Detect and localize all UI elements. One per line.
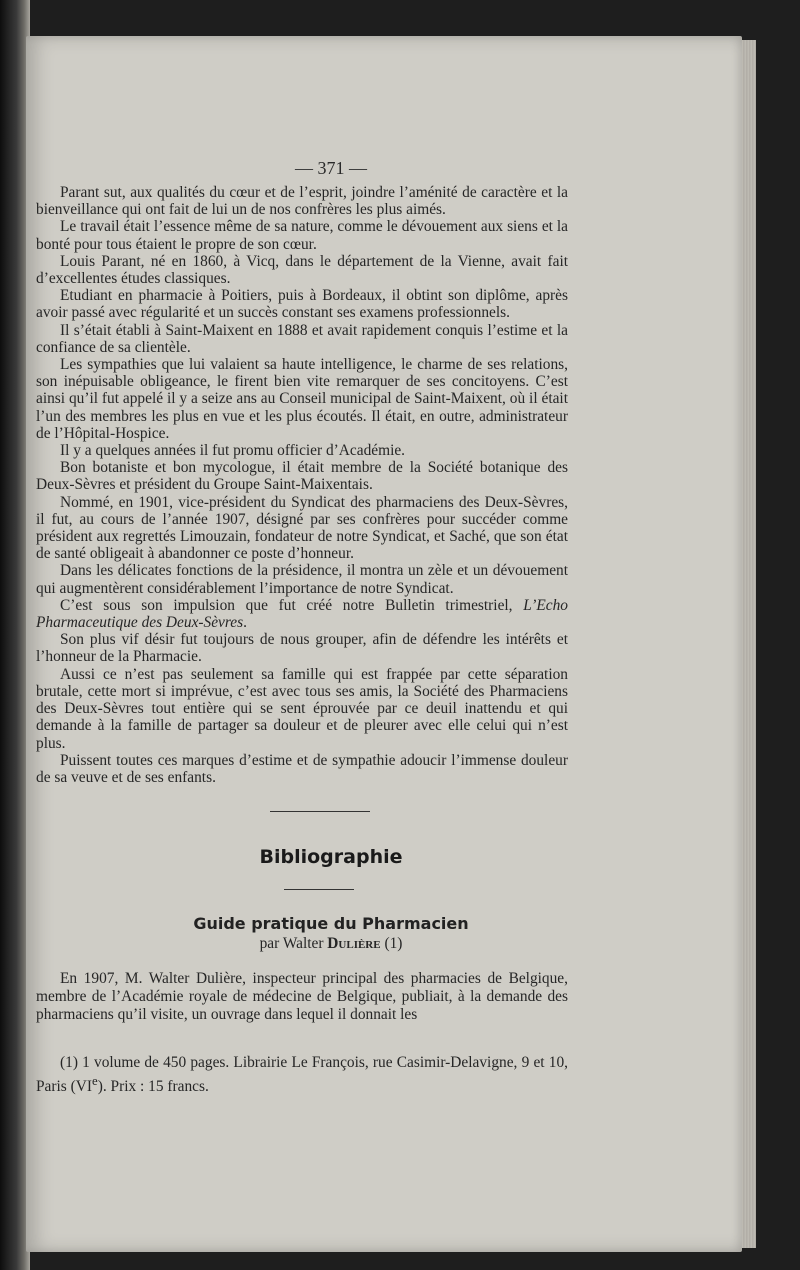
section-heading: Bibliographie: [259, 846, 403, 868]
paragraph: Dans les délicates fonctions de la présidence, il montra un zèle et un dévouement qui augmentèrent considérablement l’importance de notre Syndicat.: [36, 562, 568, 597]
author-prefix: par Walter: [259, 935, 328, 952]
paragraph: Louis Parant, né en 1860, à Vicq, dans le département de la Vienne, avait fait d’excellentes études classiques.: [36, 252, 568, 288]
author-name: Dulière: [327, 935, 381, 952]
paragraph: Etudiant en pharmacie à Poitiers, puis à Bordeaux, il obtint son diplôme, après avoir passé avec régularité et un succès constant ses examens professionnels.: [36, 287, 568, 322]
review-text: [36, 970, 568, 1023]
footnote-superscript: e: [92, 1074, 98, 1088]
section-divider: [270, 811, 370, 812]
paragraph: Bon botaniste et bon mycologue, il était membre de la Société botanique des Deux-Sèvres et président du Groupe Saint-Maixentais.: [36, 459, 568, 494]
paragraph: Parant sut, aux qualités du cœur et de l’esprit, joindre l’aménité de caractère et la bienveillance qui ont fait de lui un de nos confrères les plus aimés.: [36, 184, 568, 219]
footnote: [36, 1054, 568, 1096]
paragraph: Les sympathies que lui valaient sa haute intelligence, le charme de ses relations, son inépuisable obligeance, le firent bien vite remarquer de ses concitoyens. C’est ainsi qu’il fut appelé il y a seize ans au Conseil municipal de Saint-Maixent, où il était l’un des membres les plus en vue et les plus écoutés. Il était, en outre, administrateur de l’Hôpital-Hospice.: [36, 356, 568, 442]
footnote-text-before: (1) 1 volume de 450 pages. Librairie Le François, rue Casimir-Delavigne, 9 et 10, Paris (VI: [36, 1054, 568, 1096]
obituary-text: [36, 184, 568, 786]
article-author: [26, 935, 636, 953]
paragraph: Il s’était établi à Saint-Maixent en 1888 et avait rapidement conquis l’estime et la confiance de sa clientèle.: [36, 321, 568, 356]
footnote-text-after: ). Prix : 15 francs.: [97, 1078, 209, 1096]
paragraph-bulletin: [36, 597, 568, 631]
paragraph: Puissent toutes ces marques d’estime et de sympathie adoucir l’immense douleur de sa veuve et de ses enfants.: [36, 751, 568, 786]
footnote-text: [36, 1054, 568, 1096]
page-number: — 371 —: [295, 158, 367, 178]
paragraph: Il y a quelques années il fut promu officier d’Académie.: [60, 442, 406, 460]
heading-underline: [284, 889, 354, 890]
paragraph: Son plus vif désir fut toujours de nous grouper, afin de défendre les intérêts et l’honneur de la Pharmacie.: [36, 631, 568, 666]
paragraph: Nommé, en 1901, vice-président du Syndicat des pharmaciens des Deux-Sèvres, il fut, au cours de l’année 1907, désigné par ses confrères pour succéder comme président aux regrettés Limouzain, fondateur de notre Syndicat, et Saché, que son état de santé obligeait à abandonner ce poste d’honneur.: [36, 493, 568, 563]
bulletin-text-after: .: [243, 614, 247, 632]
article-title: Guide pratique du Pharmacien: [193, 914, 469, 933]
paragraph: En 1907, M. Walter Dulière, inspecteur principal des pharmacies de Belgique, membre de l’Académie royale de médecine de Belgique, publiait, à la demande des pharmaciens qu’il visite, un ouvrage dans lequel il donnait les: [36, 970, 568, 1023]
bulletin-text-before: C’est sous son impulsion que fut créé notre Bulletin trimestriel,: [60, 596, 524, 614]
page-stack-edge: [742, 40, 756, 1248]
footnote-reference: (1): [380, 935, 403, 952]
bulletin-title: L’Echo Pharmaceutique des Deux-Sèvres: [36, 596, 568, 632]
paragraph: Aussi ce n’est pas seulement sa famille qui est frappée par cette séparation brutale, cette mort si imprévue, c’est avec tous ses amis, la Société des Pharmaciens des Deux-Sèvres tout entière qui se sent éprouvée par ce deuil inattendu et qui demande à la famille de partager sa douleur et de pleurer avec elle celui qui n’est plus.: [36, 665, 568, 752]
paragraph: Le travail était l’essence même de sa nature, comme le dévouement aux siens et la bonté pour tous étaient le propre de son cœur.: [36, 218, 568, 253]
